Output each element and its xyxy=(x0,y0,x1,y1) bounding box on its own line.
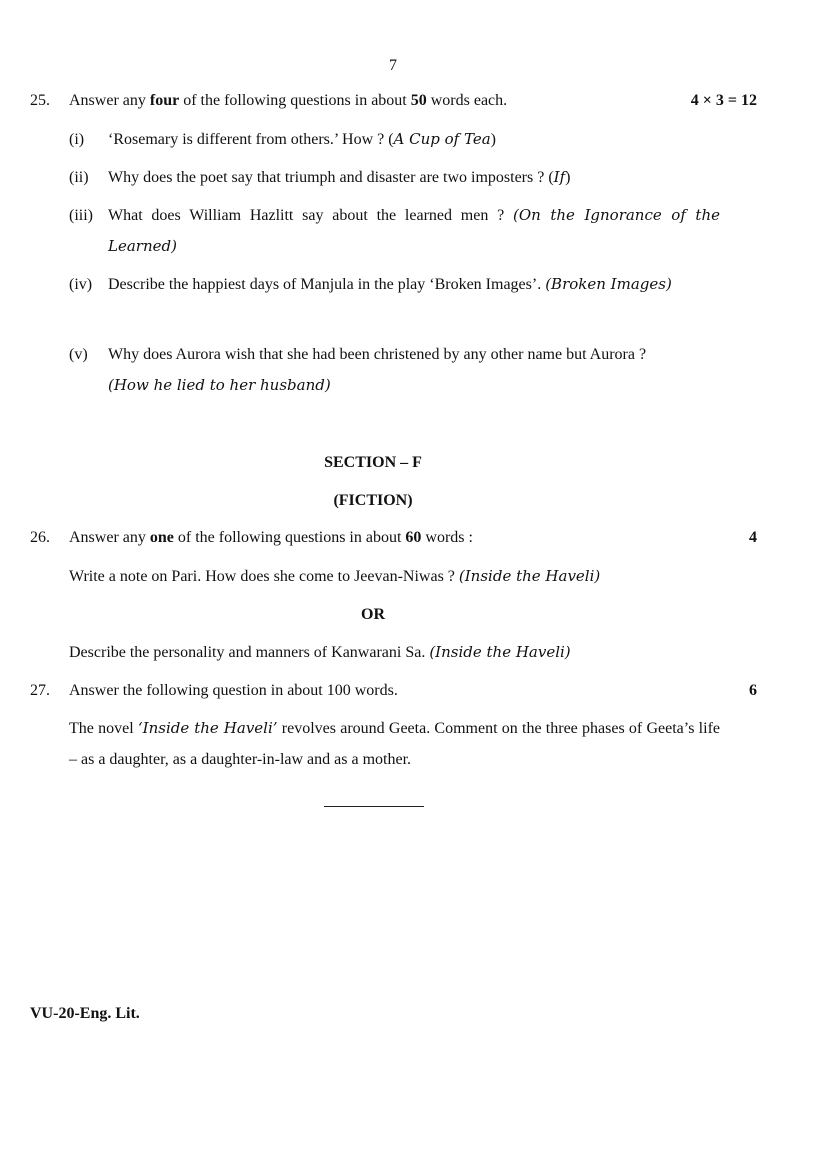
page-number: 7 xyxy=(389,57,397,74)
question-marks: 4 × 3 = 12 xyxy=(690,92,757,109)
question-text: Answer any one of the following questions in about 60 words : xyxy=(69,529,473,546)
question-marks: 6 xyxy=(749,682,757,699)
option-2: Describe the personality and manners of Kanwarani Sa. (Inside the Haveli) xyxy=(69,643,571,661)
question-number: 27. xyxy=(30,682,50,699)
section-title: SECTION – F xyxy=(324,454,422,471)
section-subtitle: (FICTION) xyxy=(333,492,413,509)
question-number: 26. xyxy=(30,529,50,546)
question-marks: 4 xyxy=(749,529,757,546)
footer-code: VU-20-Eng. Lit. xyxy=(30,1005,140,1022)
or-divider: OR xyxy=(361,606,385,623)
question-text: Answer any four of the following questions in about 50 words each. xyxy=(69,92,508,109)
option-1: Write a note on Pari. How does she come to Jeevan-Niwas ? (Inside the Haveli) xyxy=(69,567,601,585)
question-text: Answer the following question in about 100 words. xyxy=(69,682,398,699)
question-number: 25. xyxy=(30,92,50,109)
question-paragraph: The novel ‘Inside the Haveli’ revolves around Geeta. Comment on the three phases of Geeta’s life – as a daughter, as a daughter-in-law and as a mother. xyxy=(69,719,720,768)
end-rule xyxy=(324,806,424,807)
